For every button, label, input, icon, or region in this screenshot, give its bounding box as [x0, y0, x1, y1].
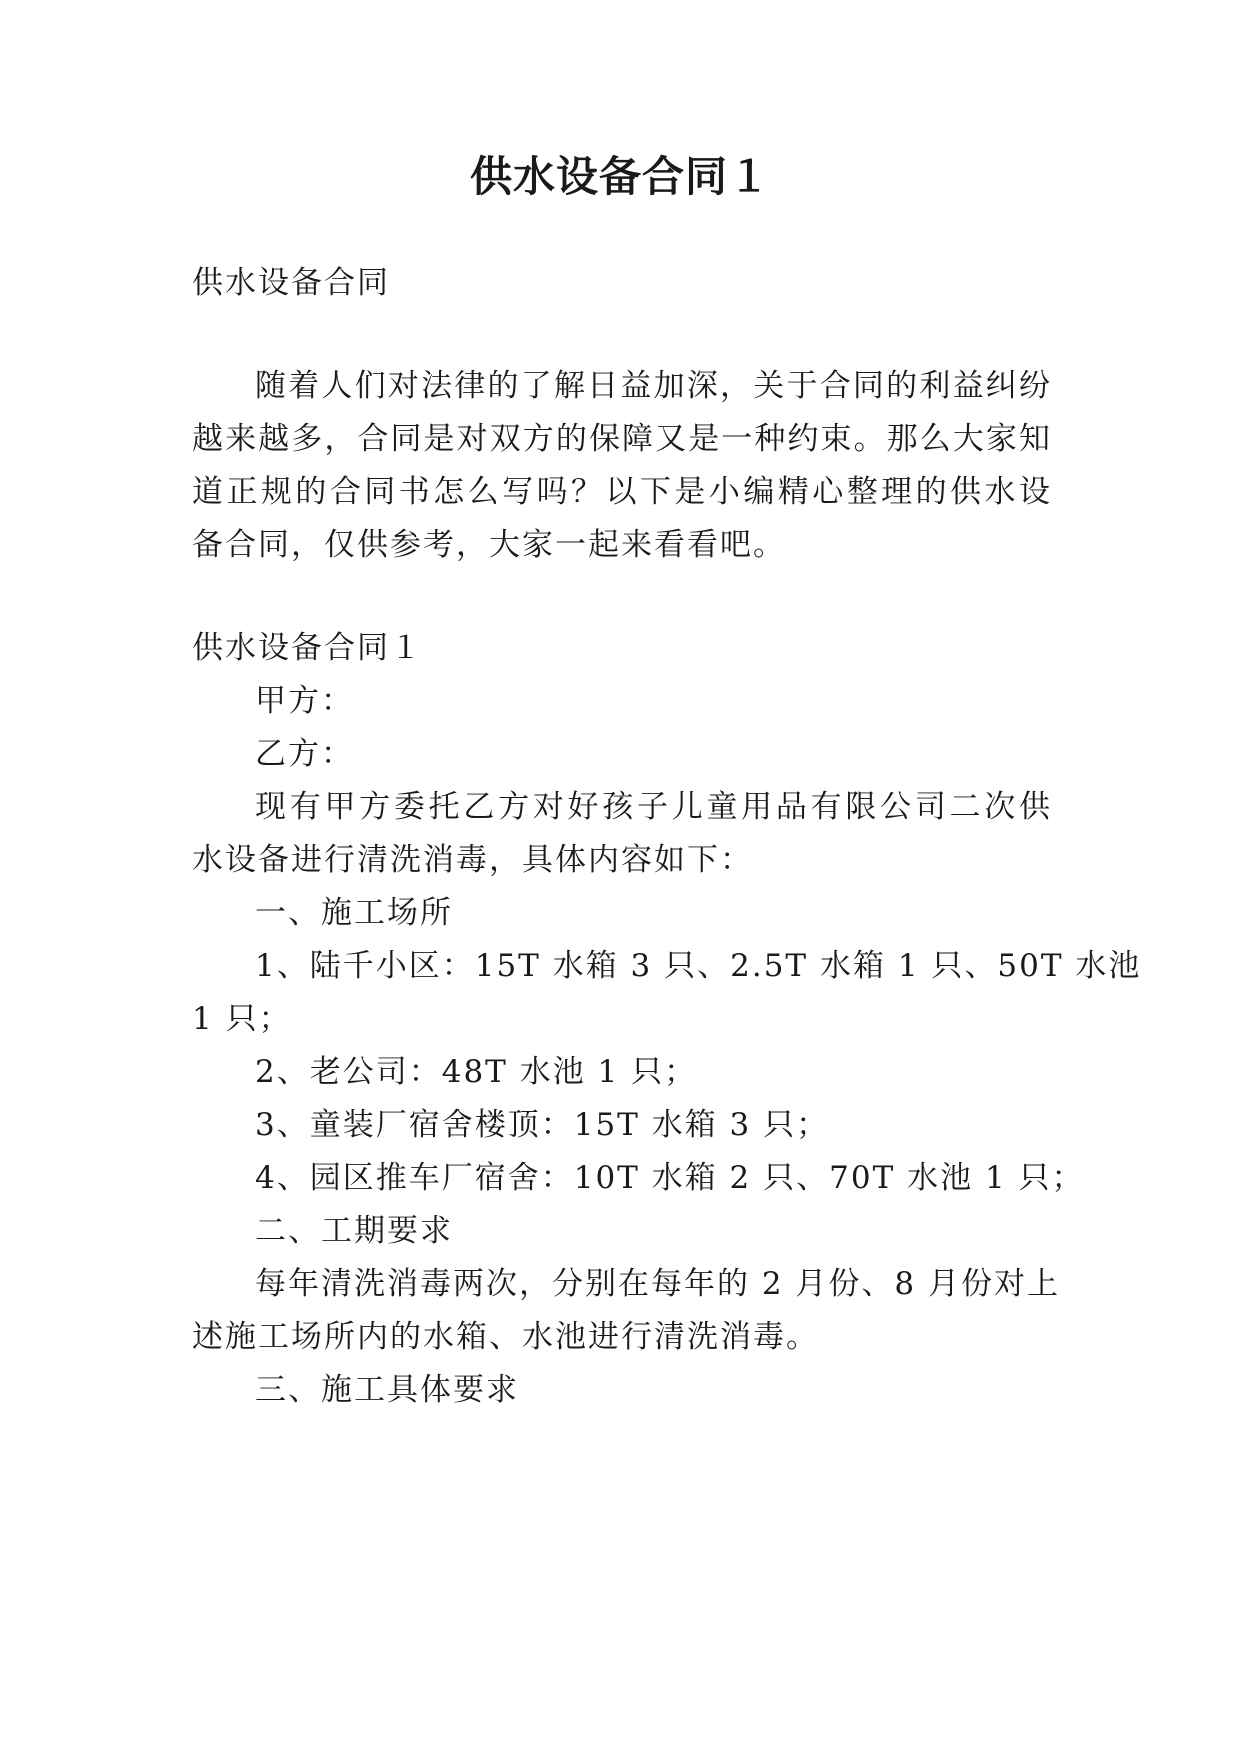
entrust-line-2: 水设备进行清洗消毒，具体内容如下： [192, 842, 753, 878]
heading-schedule: 二、工期要求 [255, 1213, 453, 1249]
site-2: 2、老公司：48T 水池 1 只； [255, 1054, 698, 1090]
entrust-line-1: 现有甲方委托乙方对好孩子儿童用品有限公司二次供 [255, 789, 1052, 825]
party-a-label: 甲方： [255, 683, 354, 719]
document-title: 供水设备合同１ [469, 152, 771, 201]
intro-line-4: 备合同，仅供参考，大家一起来看看吧。 [192, 527, 786, 563]
schedule-line-1: 每年清洗消毒两次，分别在每年的 2 月份、8 月份对上 [255, 1266, 1061, 1302]
heading-construction-site: 一、施工场所 [255, 895, 453, 931]
party-b-label: 乙方： [255, 736, 354, 772]
site-4: 4、园区推车厂宿舍：10T 水箱 2 只、70T 水池 1 只； [255, 1160, 1085, 1196]
heading-requirements: 三、施工具体要求 [255, 1372, 519, 1408]
site-1-line-2: 1 只； [192, 1001, 292, 1037]
intro-line-2: 越来越多，合同是对双方的保障又是一种约束。那么大家知 [192, 421, 1052, 457]
site-3: 3、童装厂宿舍楼顶：15T 水箱 3 只； [255, 1107, 830, 1143]
intro-line-3: 道正规的合同书怎么写吗？以下是小编精心整理的供水设 [192, 474, 1052, 510]
section-title: 供水设备合同１ [192, 630, 423, 666]
schedule-line-2: 述施工场所内的水箱、水池进行清洗消毒。 [192, 1319, 819, 1355]
site-1-line-1: 1、陆千小区：15T 水箱 3 只、2.5T 水箱 1 只、50T 水池 [255, 948, 1142, 984]
intro-line-1: 随着人们对法律的了解日益加深，关于合同的利益纠纷 [255, 368, 1052, 404]
document-subtitle: 供水设备合同 [192, 265, 390, 301]
